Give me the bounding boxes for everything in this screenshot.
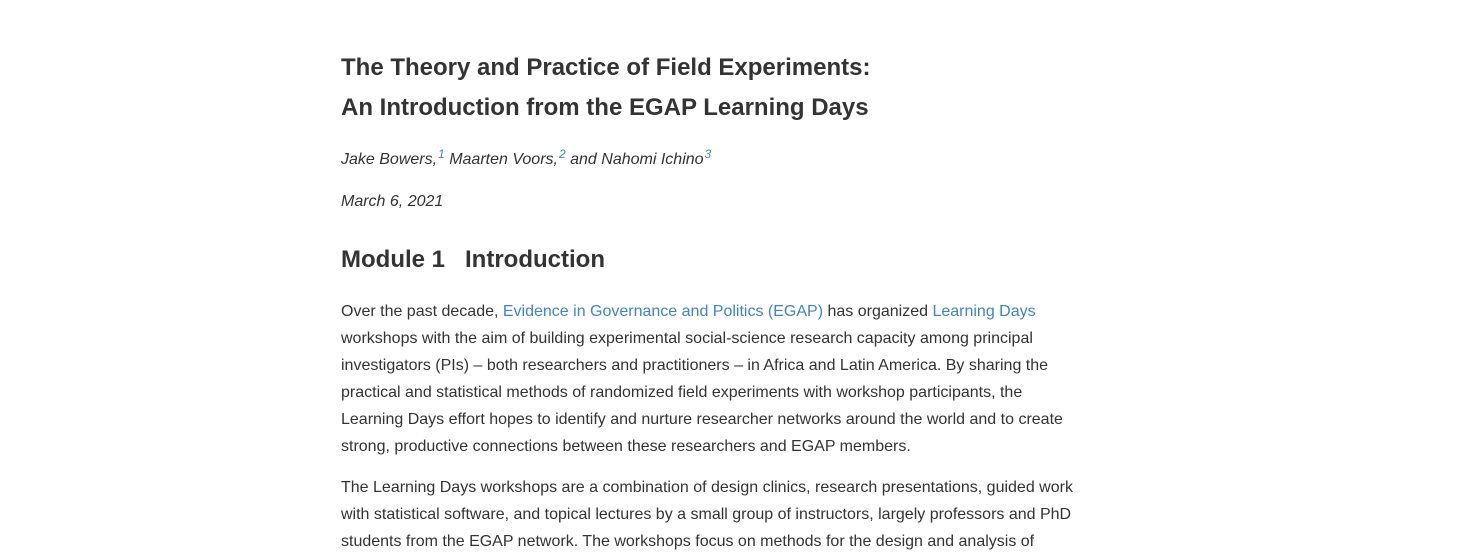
document-title-line-1: The Theory and Practice of Field Experiments: <box>341 54 871 81</box>
author-list <box>341 146 711 174</box>
paragraph-line: students from the EGAP network. The workshops focus on methods for the design and analysis of <box>341 533 1035 550</box>
author-footnote-link[interactable]: 3 <box>704 147 712 161</box>
document-title-line-2: An Introduction from the EGAP Learning Days <box>341 94 869 121</box>
egap-link[interactable]: Evidence in Governance and Politics (EGAP) <box>502 303 824 320</box>
body-paragraph <box>341 298 1121 460</box>
body-paragraph <box>341 474 1121 555</box>
section-number: Module 1 <box>341 246 446 273</box>
paragraph-line: strong, productive connections between these researchers and EGAP members. <box>341 438 911 455</box>
section-heading <box>341 240 605 280</box>
author-name: Jake Bowers, <box>341 151 438 168</box>
text-run: Over the past decade, <box>341 303 503 320</box>
paragraph-line: Learning Days effort hopes to identify and nurture researcher networks around the world and to create <box>341 411 1063 428</box>
paragraph-line: with statistical software, and topical lectures by a small group of instructors, largely professors and PhD <box>341 506 1072 523</box>
document-title <box>341 48 870 128</box>
paragraph-line: The Learning Days workshops are a combination of design clinics, research presentations, guided work <box>341 479 1073 496</box>
paragraph-line <box>341 298 1121 325</box>
text-run: has organized <box>823 303 933 320</box>
author-footnote-link[interactable]: 2 <box>558 147 566 161</box>
author-name: Maarten Voors, <box>449 151 558 168</box>
author-name: and Nahomi Ichino <box>570 151 704 168</box>
paragraph-line: practical and statistical methods of randomized field experiments with workshop participants, the <box>341 384 1023 401</box>
author-footnote-link[interactable]: 1 <box>438 147 445 161</box>
paragraph-line: investigators (PIs) – both researchers and practitioners – in Africa and Latin America. By sharing the <box>341 357 1049 374</box>
learning-days-link[interactable]: Learning Days <box>932 303 1036 320</box>
section-title: Introduction <box>465 246 605 273</box>
publication-date: March 6, 2021 <box>341 193 444 210</box>
paragraph-line: workshops with the aim of building experimental social-science research capacity among principal <box>341 330 1033 347</box>
